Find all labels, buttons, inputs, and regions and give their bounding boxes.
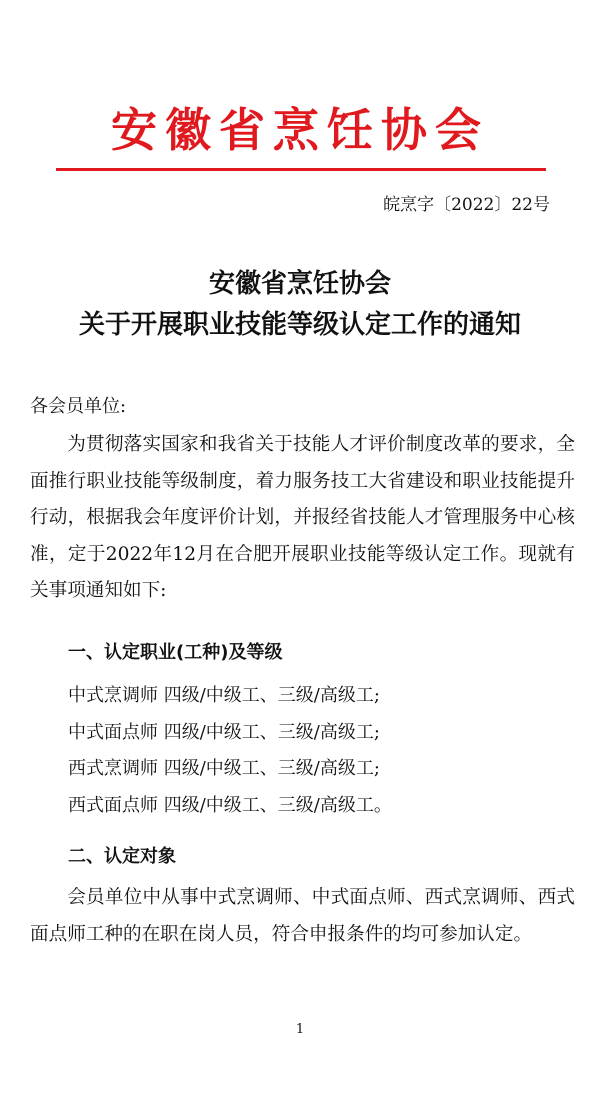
red-divider-line (56, 168, 546, 171)
list-item: 西式烹调师 四级/中级工、三级/高级工; (68, 758, 380, 779)
section-2-heading: 二、认定对象 (68, 846, 176, 867)
occupation-level-list (68, 678, 392, 824)
page-number: 1 (295, 1022, 305, 1037)
salutation: 各会员单位: (30, 396, 127, 417)
list-item: 西式面点师 四级/中级工、三级/高级工。 (68, 794, 392, 816)
document-number: 皖烹字〔2022〕22号 (383, 195, 550, 215)
list-item: 中式烹调师 四级/中级工、三级/高级工; (68, 685, 380, 706)
title-line-1: 安徽省烹饪协会 (208, 269, 391, 299)
title-line-2: 关于开展职业技能等级认定工作的通知 (78, 310, 521, 340)
intro-paragraph: 为贯彻落实国家和我省关于技能人才评价制度改革的要求，全面推行职业技能等级制度，着力服务技工大省建设和职业技能提升行动，根据我会年度评价计划，并报经省技能人才管理服务中心核准，定于2022年12月在合肥开展职业技能等级认定工作。现就有关事项通知如下: (30, 434, 575, 601)
list-item: 中式面点师 四级/中级工、三级/高级工; (68, 721, 380, 743)
organization-header: 安徽省烹饪协会 (111, 103, 489, 157)
section-2-paragraph: 会员单位中从事中式烹调师、中式面点师、西式烹调师、西式面点师工种的在职在岗人员，符合申报条件的均可参加认定。 (30, 887, 575, 945)
section-1-heading: 一、认定职业(工种)及等级 (68, 642, 283, 663)
